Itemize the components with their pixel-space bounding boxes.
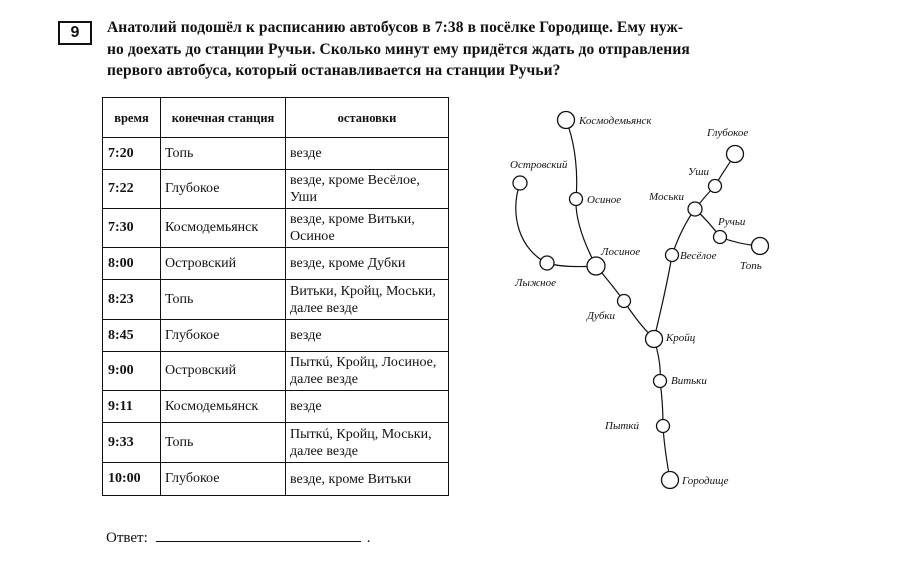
cell-stops: везде, кроме Витьки	[286, 463, 449, 496]
cell-stops: Витьки, Кройц, Моськи, далее везде	[286, 280, 449, 320]
table-row	[103, 248, 449, 280]
station-label-ostrovsky: Островский	[510, 159, 568, 171]
station-marker-osinoe	[570, 193, 583, 206]
table-row	[103, 209, 449, 248]
station-label-vitki: Витьки	[671, 375, 707, 387]
bus-schedule-table	[102, 97, 449, 496]
cell-time: 10:00	[103, 463, 161, 496]
cell-time: 9:11	[103, 391, 161, 423]
table-row	[103, 463, 449, 496]
table-row	[103, 138, 449, 170]
cell-terminal: Космодемьянск	[161, 209, 286, 248]
answer-input-line[interactable]	[156, 527, 361, 542]
cell-stops: Пыткú, Кройц, Моськи, далее везде	[286, 423, 449, 463]
station-marker-vitki	[654, 375, 667, 388]
cell-terminal: Топь	[161, 138, 286, 170]
cell-terminal: Глубокое	[161, 170, 286, 209]
header-time: время	[103, 98, 161, 138]
question-line: Анатолий подошёл к расписанию автобусов в 7:38 в посёлке Городище. Ему нуж-	[107, 19, 684, 36]
cell-time: 7:22	[103, 170, 161, 209]
station-label-moski: Моськи	[649, 191, 685, 203]
cell-stops: везде, кроме Дубки	[286, 248, 449, 280]
cell-stops: везде	[286, 138, 449, 170]
cell-stops: Пыткú, Кройц, Лосиное, далее везде	[286, 352, 449, 391]
table-row	[103, 423, 449, 463]
station-marker-glubokoe	[727, 146, 744, 163]
cell-time: 8:23	[103, 280, 161, 320]
station-label-losinoe: Лосиное	[601, 246, 641, 258]
station-marker-dubki	[618, 295, 631, 308]
cell-time: 9:00	[103, 352, 161, 391]
station-marker-moski	[688, 202, 702, 216]
cell-time: 8:45	[103, 320, 161, 352]
station-label-ushi: Уши	[688, 166, 710, 178]
answer-end: .	[366, 530, 371, 546]
station-marker-losinoe	[587, 257, 605, 275]
station-marker-ostrovsky	[513, 176, 527, 190]
station-marker-lyzhnoe	[540, 256, 554, 270]
cell-stops: везде, кроме Весёлое, Уши	[286, 170, 449, 209]
station-label-kosmodemyansk: Космодемьянск	[579, 115, 652, 127]
question-text	[107, 17, 777, 82]
question-line: но доехать до станции Ручьи. Сколько минут ему придётся ждать до отправления	[107, 40, 690, 58]
cell-time: 7:20	[103, 138, 161, 170]
station-label-gorodishche: Городище	[682, 475, 729, 487]
station-marker-pytki	[657, 420, 670, 433]
station-marker-gorodishche	[662, 472, 679, 489]
station-label-glubokoe: Глубокое	[707, 127, 749, 139]
answer-label: Ответ:	[106, 530, 148, 546]
station-label-veseloe: Весёлое	[680, 250, 717, 262]
cell-time: 9:33	[103, 423, 161, 463]
question-number: 9	[58, 21, 92, 45]
header-terminal: конечная станция	[161, 98, 286, 138]
station-marker-veseloe	[666, 249, 679, 262]
cell-terminal: Глубокое	[161, 463, 286, 496]
station-label-top: Топь	[740, 260, 762, 272]
cell-stops: везде	[286, 391, 449, 423]
cell-terminal: Космодемьянск	[161, 391, 286, 423]
station-label-ruchyi: Ручьи	[718, 216, 746, 228]
cell-terminal: Глубокое	[161, 320, 286, 352]
cell-stops: везде	[286, 320, 449, 352]
route-map	[495, 95, 785, 500]
cell-terminal: Островский	[161, 248, 286, 280]
cell-terminal: Топь	[161, 423, 286, 463]
cell-time: 7:30	[103, 209, 161, 248]
table-row	[103, 352, 449, 391]
station-marker-ruchyi	[714, 231, 727, 244]
header-stops: остановки	[286, 98, 449, 138]
station-label-osinoe: Осиное	[587, 194, 622, 206]
station-label-lyzhnoe: Лыжное	[515, 277, 556, 289]
station-marker-kroyts	[646, 331, 663, 348]
station-label-pytki: Пыткú	[605, 420, 639, 432]
table-row	[103, 320, 449, 352]
cell-terminal: Топь	[161, 280, 286, 320]
station-label-dubki: Дубки	[587, 310, 616, 322]
station-marker-ushi	[709, 180, 722, 193]
cell-time: 8:00	[103, 248, 161, 280]
cell-terminal: Островский	[161, 352, 286, 391]
question-line: первого автобуса, который останавливается на станции Ручьи?	[107, 62, 561, 79]
table-header-row	[103, 98, 449, 138]
answer-field	[106, 527, 371, 547]
table-row	[103, 391, 449, 423]
table-row	[103, 280, 449, 320]
station-marker-top	[752, 238, 769, 255]
table-row	[103, 170, 449, 209]
station-marker-kosmodemyansk	[558, 112, 575, 129]
station-label-kroyts: Кройц	[666, 332, 696, 344]
cell-stops: везде, кроме Витьки, Осиное	[286, 209, 449, 248]
